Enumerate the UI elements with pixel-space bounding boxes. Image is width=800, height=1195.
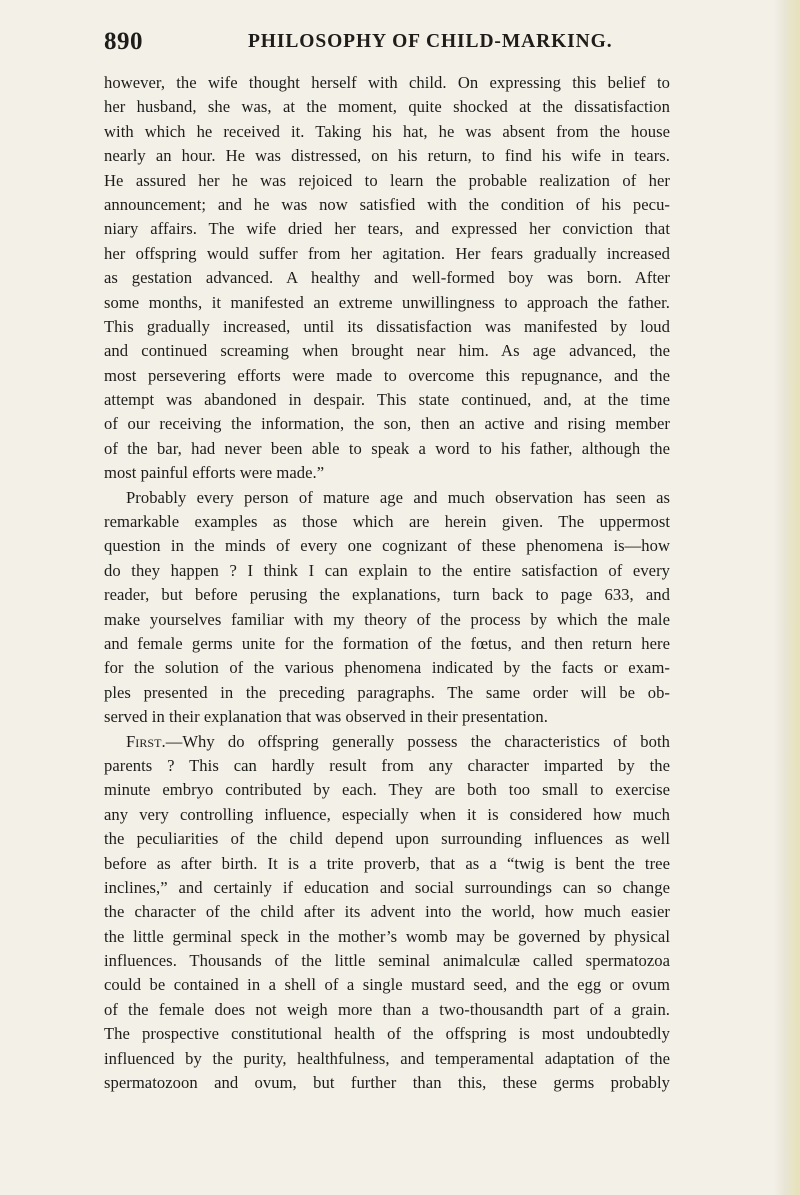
text-line [104,193,670,217]
text-line [104,120,670,144]
text-line [104,876,670,900]
line-text: This gradually increased, until its dissatisfaction was manifested by loud [104,316,670,336]
text-line [104,510,670,534]
line-text: influences. Thousands of the little seminal animalculæ called spermatozoa [104,951,670,971]
line-text: remarkable examples as those which are herein given. The uppermost [104,512,670,532]
line-text: with which he received it. Taking his hat, he was absent from the house [104,121,670,141]
line-text: her offspring would suffer from her agitation. Her fears gradually increased [104,243,670,263]
body-text [104,71,670,1095]
text-line [104,95,670,119]
line-text: some months, it manifested an extreme unwillingness to approach the father. [104,292,670,312]
line-text: however, the wife thought herself with child. On expressing this belief to [104,73,670,92]
text-line [104,291,670,315]
line-text: niary affairs. The wife dried her tears, and expressed her conviction that [104,219,670,239]
text-line [104,925,670,949]
text-line [104,486,670,510]
text-line [104,1022,670,1046]
text-line [104,315,670,339]
page-edge-shadow [774,0,800,1195]
line-text: could be contained in a shell of a single mustard seed, and the egg or ovum [104,975,670,995]
text-line [104,949,670,973]
text-line [104,730,670,754]
line-text: of our receiving the information, the son, then an active and rising member [104,414,670,434]
text-line [104,852,670,876]
text-line [104,583,670,607]
line-text: spermatozoon and ovum, but further than this, these germs probably [104,1073,670,1093]
line-text: influenced by the purity, healthfulness, and temperamental adaptation of the [104,1048,670,1068]
text-line [104,778,670,802]
line-text: her husband, she was, at the moment, quite shocked at the dissatisfaction [104,97,670,117]
text-line [104,144,670,168]
text-line [104,364,670,388]
section-lead: First. [126,731,166,751]
text-line [104,900,670,924]
line-text: make yourselves familiar with my theory of the process by which the male [104,609,670,629]
text-line [104,632,670,656]
text-line [104,388,670,412]
line-text: question in the minds of every one cognizant of these phenomena is—how [104,536,670,556]
page-number: 890 [104,28,143,55]
line-text: the character of the child after its advent into the world, how much easier [104,902,670,922]
line-text: the peculiarities of the child depend upon surrounding influences as well [104,829,670,849]
text-line [104,217,670,241]
text-line [104,412,670,436]
text-line [104,754,670,778]
text-line [104,169,670,193]
line-text: most persevering efforts were made to overcome this repugnance, and the [104,365,670,385]
text-line [104,681,670,705]
line-text: for the solution of the various phenomena indicated by the facts or exam- [104,658,670,678]
text-line [104,1047,670,1071]
line-text: any very controlling influence, especially when it is considered how much [104,804,670,824]
line-text: Probably every person of mature age and much observation has seen as [126,487,670,507]
line-text: —Why do offspring generally possess the characteristics of both [165,731,670,751]
text-line [104,242,670,266]
line-text: The prospective constitutional health of the offspring is most undoubtedly [104,1024,670,1044]
line-text: minute embryo contributed by each. They are both too small to exercise [104,780,670,800]
line-text: served in their explanation that was observed in their presentation. [104,707,548,727]
page-header [104,28,670,58]
text-line [104,973,670,997]
text-line [104,803,670,827]
text-line [104,608,670,632]
line-text: the little germinal speck in the mother’s womb may be governed by physical [104,926,670,946]
text-line [104,71,670,95]
line-text: announcement; and he was now satisfied with the condition of his pecu- [104,194,670,214]
line-text: inclines,” and certainly if education and social surroundings can so change [104,877,670,897]
line-text: nearly an hour. He was distressed, on his return, to find his wife in tears. [104,146,670,166]
text-line [104,827,670,851]
line-text: and continued screaming when brought near him. As age advanced, the [104,341,670,361]
line-text: He assured her he was rejoiced to learn the probable realization of her [104,170,670,190]
text-line [104,266,670,290]
text-line [104,998,670,1022]
line-text: and female germs unite for the formation of the fœtus, and then return here [104,633,670,653]
line-text: of the bar, had never been able to speak a word to his father, although the [104,438,670,458]
line-text: attempt was abandoned in despair. This state continued, and, at the time [104,390,670,410]
line-text: reader, but before perusing the explanations, turn back to page 633, and [104,585,670,605]
line-text: of the female does not weigh more than a two-thousandth part of a grain. [104,999,670,1019]
text-line [104,461,670,485]
text-line [104,559,670,583]
line-text: ples presented in the preceding paragraphs. The same order will be ob- [104,682,670,702]
text-line [104,705,670,729]
text-line [104,437,670,461]
text-line [104,1071,670,1095]
running-head: PHILOSOPHY OF CHILD-MARKING. [248,31,613,52]
line-text: before as after birth. It is a trite proverb, that as a “twig is bent the tree [104,853,670,873]
text-line [104,656,670,680]
text-line [104,339,670,363]
line-text: parents ? This can hardly result from any character imparted by the [104,755,670,775]
line-text: most painful efforts were made.” [104,463,325,483]
line-text: do they happen ? I think I can explain to the entire satisfaction of every [104,560,670,580]
line-text: as gestation advanced. A healthy and well-formed boy was born. After [104,268,670,288]
text-line [104,534,670,558]
